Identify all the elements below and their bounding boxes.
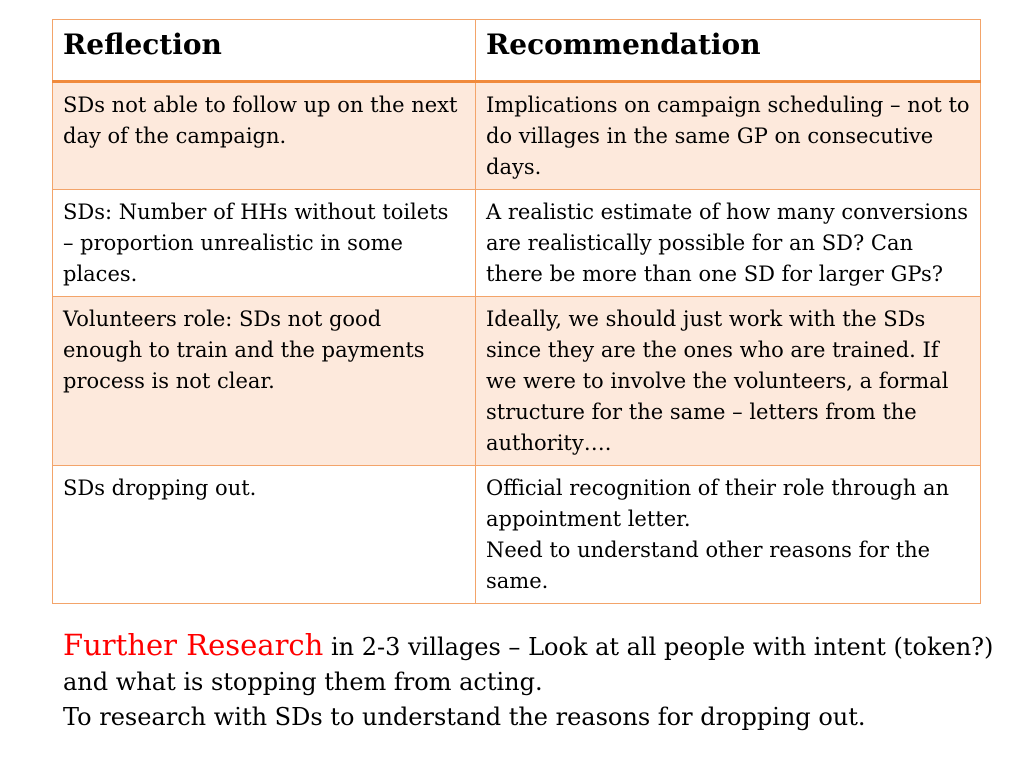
header-reflection: Reflection xyxy=(53,20,476,82)
recommendation-cell xyxy=(476,297,981,466)
reflection-cell: SDs dropping out. xyxy=(53,466,476,604)
recommendation-line: A realistic estimate of how many conversions are realistically possible for an SD? Can there be more than one SD for larger GPs? xyxy=(486,200,969,286)
table-row xyxy=(53,466,981,604)
further-research-rest: in 2-3 villages – Look at all people with intent (token?) and what is stopping them from acting. xyxy=(63,633,994,696)
reflection-table xyxy=(52,19,981,604)
reflection-cell: Volunteers role: SDs not good enough to train and the payments process is not clear. xyxy=(53,297,476,466)
recommendation-cell xyxy=(476,466,981,604)
reflection-cell: SDs: Number of HHs without toilets – proportion unrealistic in some places. xyxy=(53,190,476,297)
further-research-text xyxy=(63,628,1003,735)
table-row xyxy=(53,297,981,466)
table-header-row xyxy=(53,20,981,82)
reflection-cell: SDs not able to follow up on the next day of the campaign. xyxy=(53,82,476,190)
recommendation-cell xyxy=(476,82,981,190)
dropout-research-line: To research with SDs to understand the reasons for dropping out. xyxy=(63,703,866,731)
recommendation-line: Implications on campaign scheduling – not to do villages in the same GP on consecutive days. xyxy=(486,93,970,179)
recommendation-line: Ideally, we should just work with the SDs since they are the ones who are trained. If we were to involve the volunteers, a formal structure for the same – letters from the authority…. xyxy=(486,307,949,455)
table-row xyxy=(53,82,981,190)
table-row xyxy=(53,190,981,297)
recommendation-line: Need to understand other reasons for the same. xyxy=(486,538,931,593)
header-recommendation: Recommendation xyxy=(476,20,981,82)
recommendation-cell xyxy=(476,190,981,297)
recommendation-line: Official recognition of their role through an appointment letter. xyxy=(486,476,950,531)
further-research-highlight: Further Research xyxy=(63,628,324,662)
further-research-line xyxy=(63,628,1003,700)
